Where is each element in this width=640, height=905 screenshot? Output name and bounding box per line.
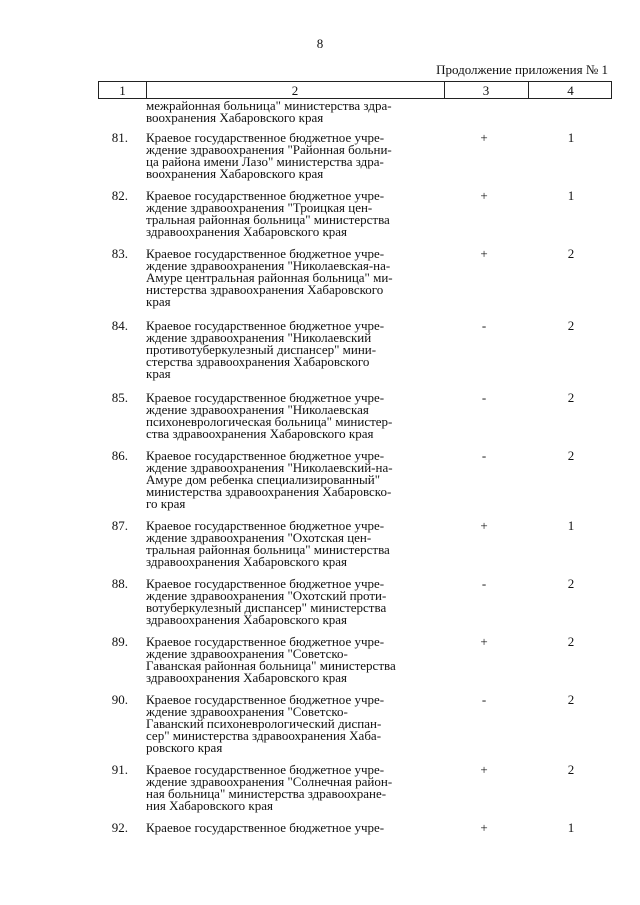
mark-cell: - [481,390,487,405]
mark-cell: + [480,820,488,835]
text-line: ждение здравоохранения "Охотский проти- [146,588,387,603]
text-line: противотуберкулезный диспансер" мини- [146,342,377,357]
institution-name [146,764,446,812]
text-line: ства здравоохранения Хабаровского края [146,426,374,441]
text-line: Краевое государственное бюджетное учре- [146,318,385,333]
text-line: Краевое государственное бюджетное учре- [146,246,385,261]
mark-cell: + [480,246,488,261]
institution-name [146,450,446,510]
row-number: 81. [111,130,128,145]
institution-name [146,822,446,834]
institution-name [146,132,446,180]
text-line: ждение здравоохранения "Николаевский-на- [146,460,393,475]
text-line: Амуре дом ребенка специализированный" [146,472,381,487]
count-cell: 1 [567,130,575,145]
institution-name [146,578,446,626]
row-number: 88. [111,576,128,591]
text-line: ждение здравоохранения "Районная больни- [146,142,392,157]
text-line: здравоохранения Хабаровского края [146,612,348,627]
row-number: 85. [111,390,128,405]
text-line: ная больница" министерства здравоохране- [146,786,387,801]
count-cell: 2 [567,318,575,333]
text-line: Краевое государственное бюджетное учре- [146,820,385,835]
row-number: 91. [111,762,128,777]
text-line: ца района имени Лазо" министерства здра- [146,154,384,169]
institution-name [146,190,446,238]
text-line: министерства здравоохранения Хабаровско- [146,484,392,499]
row-number: 87. [111,518,128,533]
text-line: здравоохранения Хабаровского края [146,224,348,239]
institution-name [146,392,446,440]
count-cell: 1 [567,188,575,203]
text-line: Краевое государственное бюджетное учре- [146,762,385,777]
text-line: воохранения Хабаровского края [146,166,324,181]
text-line: стерства здравоохранения Хабаровского [146,354,370,369]
institution-name [146,100,446,124]
table-header [98,81,612,99]
text-line: нистерства здравоохранения Хабаровского [146,282,384,297]
text-line: го края [146,496,186,511]
row-number: 82. [111,188,128,203]
text-line: здравоохранения Хабаровского края [146,554,348,569]
text-line: тральная районная больница" министерства [146,542,390,557]
text-line: ждение здравоохранения "Советско- [146,704,348,719]
text-line: Амуре центральная районная больница" ми- [146,270,393,285]
mark-cell: - [481,576,487,591]
text-line: ждение здравоохранения "Николаевский [146,330,372,345]
text-line: межрайонная больница" министерства здра- [146,98,392,113]
header-col-4: 4 [567,83,574,98]
text-line: здравоохранения Хабаровского края [146,670,348,685]
text-line: Краевое государственное бюджетное учре- [146,576,385,591]
count-cell: 2 [567,692,575,707]
text-line: вотуберкулезный диспансер" министерства [146,600,387,615]
institution-name [146,520,446,568]
text-line: ждение здравоохранения "Николаевская-на- [146,258,391,273]
page-number: 8 [316,36,324,51]
text-line: ния Хабаровского края [146,798,273,813]
mark-cell: + [480,518,488,533]
row-number: 89. [111,634,128,649]
text-line: психоневрологическая больница" министер- [146,414,393,429]
count-cell: 2 [567,448,575,463]
text-line: Краевое государственное бюджетное учре- [146,130,385,145]
row-number: 90. [111,692,128,707]
count-cell: 1 [567,820,575,835]
row-number: 84. [111,318,128,333]
header-col-3: 3 [482,83,490,98]
mark-cell: - [481,448,487,463]
text-line: сер" министерства здравоохранения Хаба- [146,728,382,743]
header-col-1: 1 [119,83,126,98]
count-cell: 2 [567,634,575,649]
mark-cell: - [481,692,487,707]
mark-cell: + [480,762,488,777]
text-line: края [146,294,171,309]
text-line: Краевое государственное бюджетное учре- [146,634,385,649]
mark-cell: + [480,188,488,203]
mark-cell: - [481,318,487,333]
institution-name [146,248,446,308]
text-line: ждение здравоохранения "Охотская цен- [146,530,372,545]
count-cell: 2 [567,762,575,777]
text-line: Краевое государственное бюджетное учре- [146,692,385,707]
text-line: ждение здравоохранения "Николаевская [146,402,369,417]
text-line: воохранения Хабаровского края [146,110,324,125]
count-cell: 1 [567,518,575,533]
text-line: Краевое государственное бюджетное учре- [146,448,385,463]
count-cell: 2 [567,390,575,405]
text-line: ждение здравоохранения "Троицкая цен- [146,200,373,215]
count-cell: 2 [567,576,575,591]
row-number: 86. [111,448,128,463]
text-line: Краевое государственное бюджетное учре- [146,518,385,533]
institution-name [146,694,446,754]
header-col-2: 2 [291,83,299,98]
mark-cell: + [480,634,488,649]
text-line: тральная районная больница" министерства [146,212,390,227]
text-line: края [146,366,171,381]
text-line: Краевое государственное бюджетное учре- [146,188,385,203]
count-cell: 2 [567,246,575,261]
row-number: 83. [111,246,128,261]
text-line: Гаванский психоневрологический диспан- [146,716,382,731]
text-line: Краевое государственное бюджетное учре- [146,390,385,405]
institution-name [146,320,446,380]
continuation-note: Продолжение приложения № 1 [436,62,608,77]
mark-cell: + [480,130,488,145]
row-number: 92. [111,820,128,835]
text-line: ждение здравоохранения "Солнечная район- [146,774,393,789]
institution-name [146,636,446,684]
text-line: ждение здравоохранения "Советско- [146,646,348,661]
text-line: Гаванская районная больница" министерства [146,658,396,673]
text-line: ровского края [146,740,223,755]
